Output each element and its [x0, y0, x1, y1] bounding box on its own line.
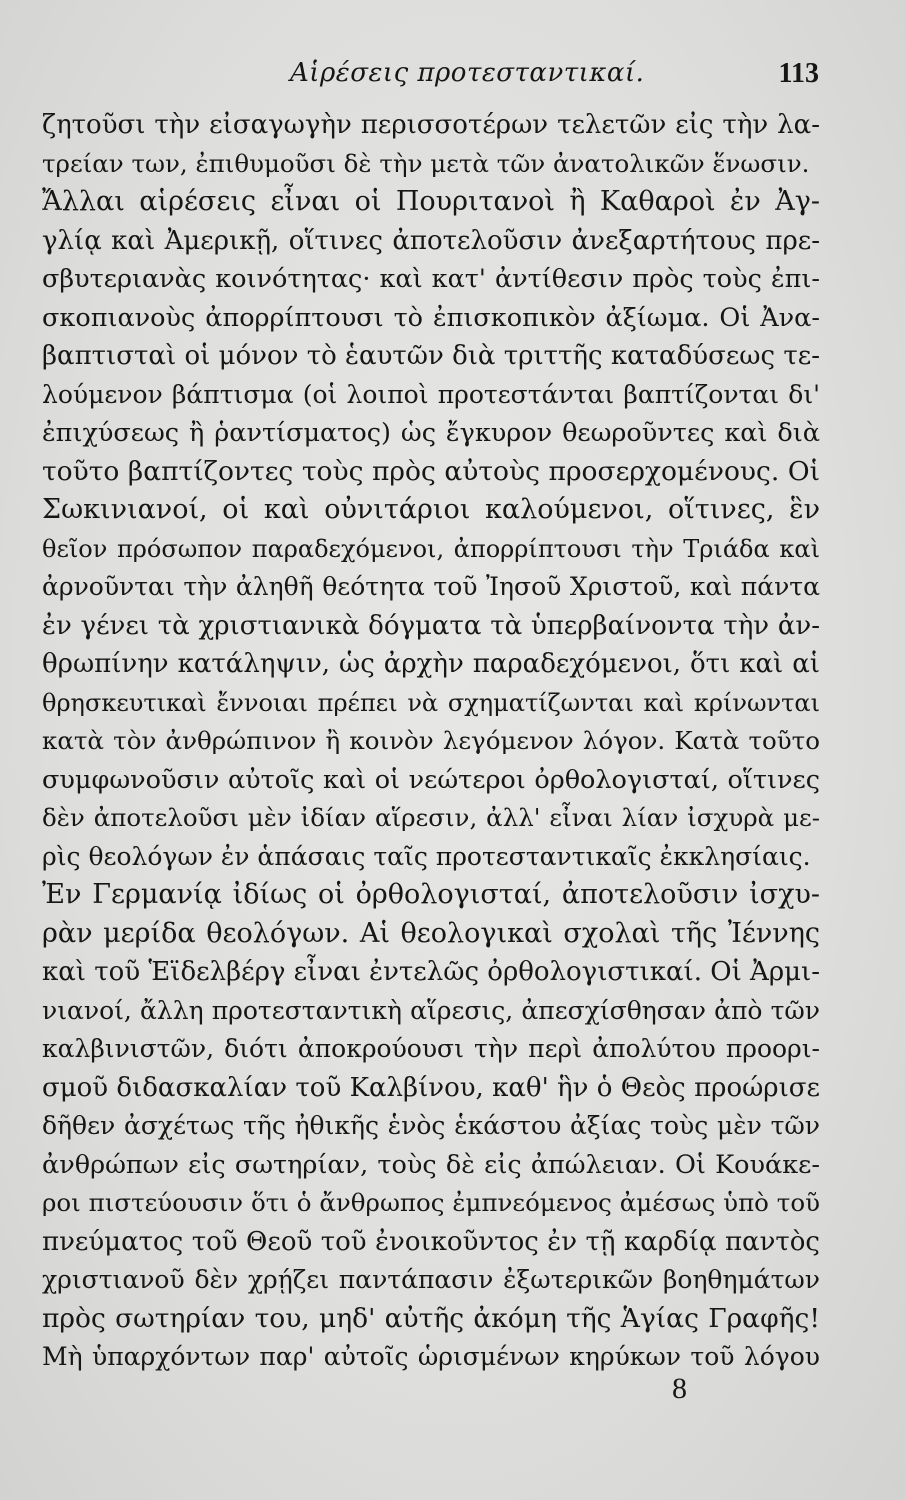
- text-line: σβυτεριανὰς κοινότητας· καὶ κατ' ἀντίθεσιν πρὸς τοὺς ἐπι-: [42, 264, 820, 294]
- text-line: Μὴ ὑπαρχόντων παρ' αὐτοῖς ὡρισμένων κηρύκων τοῦ λόγου: [42, 1342, 820, 1371]
- text-line: ἐπιχύσεως ἢ ῥαντίσματος) ὡς ἔγκυρον θεωροῦντες καὶ διὰ: [42, 418, 820, 448]
- text-line: θεῖον πρόσωπον παραδεχόμενοι, ἀπορρίπτουσι τὴν Τριάδα καὶ: [42, 534, 820, 563]
- text-line: κατὰ τὸν ἀνθρώπινον ἢ κοινὸν λεγόμενον λόγον. Κατὰ τοῦτο: [42, 726, 820, 755]
- page-number: 113: [778, 58, 819, 89]
- signature-mark: 8: [672, 1372, 687, 1405]
- text-line: Ἄλλαι αἱρέσεις εἶναι οἱ Πουριτανοὶ ἢ Καθαροὶ ἐν Ἀγ-: [42, 186, 820, 217]
- text-line: σκοπιανοὺς ἀπορρίπτουσι τὸ ἐπισκοπικὸν ἀξίωμα. Οἱ Ἀνα-: [42, 302, 820, 333]
- text-line: Σωκινιανοί, οἱ καὶ οὐνιτάριοι καλούμενοι, οἵτινες, ἓν: [42, 494, 820, 525]
- page-header: [0, 58, 905, 98]
- body-text: [42, 106, 820, 1377]
- text-line: βαπτισταὶ οἱ μόνον τὸ ἑαυτῶν διὰ τριττῆς καταδύσεως τε-: [42, 341, 820, 371]
- text-line: χριστιανοῦ δὲν χρῄζει παντάπασιν ἐξωτερικῶν βοηθημάτων: [42, 1265, 820, 1294]
- text-line: ἐν γένει τὰ χριστιανικὰ δόγματα τὰ ὑπερβαίνοντα τὴν ἀν-: [42, 610, 820, 641]
- text-line: καὶ τοῦ Ἑϊδελβέργ εἶναι ἐντελῶς ὀρθολογιστικαί. Οἱ Ἀρμι-: [42, 957, 820, 987]
- text-line: πρὸς σωτηρίαν του, μηδ' αὐτῆς ἀκόμη τῆς Ἁγίας Γραφῆς!: [42, 1302, 820, 1334]
- text-line: ζητοῦσι τὴν εἰσαγωγὴν περισσοτέρων τελετῶν εἰς τὴν λα-: [42, 110, 820, 140]
- text-line: λούμενον βάπτισμα (οἱ λοιποὶ προτεστάνται βαπτίζονται δι': [42, 379, 820, 409]
- text-line: νιανοί, ἄλλη προτεσταντικὴ αἵρεσις, ἀπεσχίσθησαν ἀπὸ τῶν: [42, 995, 820, 1025]
- text-line: ροι πιστεύουσιν ὅτι ὁ ἄνθρωπος ἐμπνεόμενος ἀμέσως ὑπὸ τοῦ: [42, 1188, 820, 1217]
- running-head: Αἱρέσεις προτεσταντικαί.: [290, 58, 645, 88]
- text-line: πνεύματος τοῦ Θεοῦ τοῦ ἐνοικοῦντος ἐν τῇ καρδίᾳ παντὸς: [42, 1226, 820, 1257]
- text-line: θρησκευτικαὶ ἔννοιαι πρέπει νὰ σχηματίζωνται καὶ κρίνωνται: [42, 688, 820, 717]
- text-line: ρὶς θεολόγων ἐν ἁπάσαις ταῖς προτεσταντικαῖς ἐκκλησίαις.: [42, 841, 811, 871]
- text-line: τοῦτο βαπτίζοντες τοὺς πρὸς αὐτοὺς προσερχομένους. Οἱ: [42, 455, 820, 487]
- text-line: καλβινιστῶν, διότι ἀποκρούουσι τὴν περὶ ἀπολύτου προορι-: [42, 1034, 820, 1063]
- text-line: δὲν ἀποτελοῦσι μὲν ἰδίαν αἵρεσιν, ἀλλ' εἶναι λίαν ἰσχυρὰ με-: [42, 803, 820, 832]
- text-line: δῆθεν ἀσχέτως τῆς ἠθικῆς ἑνὸς ἑκάστου ἀξίας τοὺς μὲν τῶν: [42, 1111, 820, 1140]
- text-line: τρείαν των, ἐπιθυμοῦσι δὲ τὴν μετὰ τῶν ἀνατολικῶν ἕνωσιν.: [42, 148, 810, 178]
- text-line: συμφωνοῦσιν αὐτοῖς καὶ οἱ νεώτεροι ὀρθολογισταί, οἵτινες: [42, 764, 820, 795]
- text-line: σμοῦ διδασκαλίαν τοῦ Καλβίνου, καθ' ἣν ὁ Θεὸς προώρισε: [42, 1072, 820, 1103]
- text-line: ἀρνοῦνται τὴν ἀληθῆ θεότητα τοῦ Ἰησοῦ Χριστοῦ, καὶ πάντα: [42, 572, 820, 601]
- text-line: γλίᾳ καὶ Ἀμερικῇ, οἵτινες ἀποτελοῦσιν ἀνεξαρτήτους πρε-: [42, 225, 820, 256]
- text-line: Ἐν Γερμανίᾳ ἰδίως οἱ ὀρθολογισταί, ἀποτελοῦσιν ἰσχυ-: [42, 879, 820, 910]
- text-line: ἀνθρώπων εἰς σωτηρίαν, τοὺς δὲ εἰς ἀπώλειαν. Οἱ Κουάκε-: [42, 1149, 820, 1180]
- text-line: θρωπίνην κατάληψιν, ὡς ἀρχὴν παραδεχόμενοι, ὅτι καὶ αἱ: [42, 649, 820, 679]
- text-line: ρὰν μερίδα θεολόγων. Αἱ θεολογικαὶ σχολαὶ τῆς Ἰέννης: [42, 917, 820, 949]
